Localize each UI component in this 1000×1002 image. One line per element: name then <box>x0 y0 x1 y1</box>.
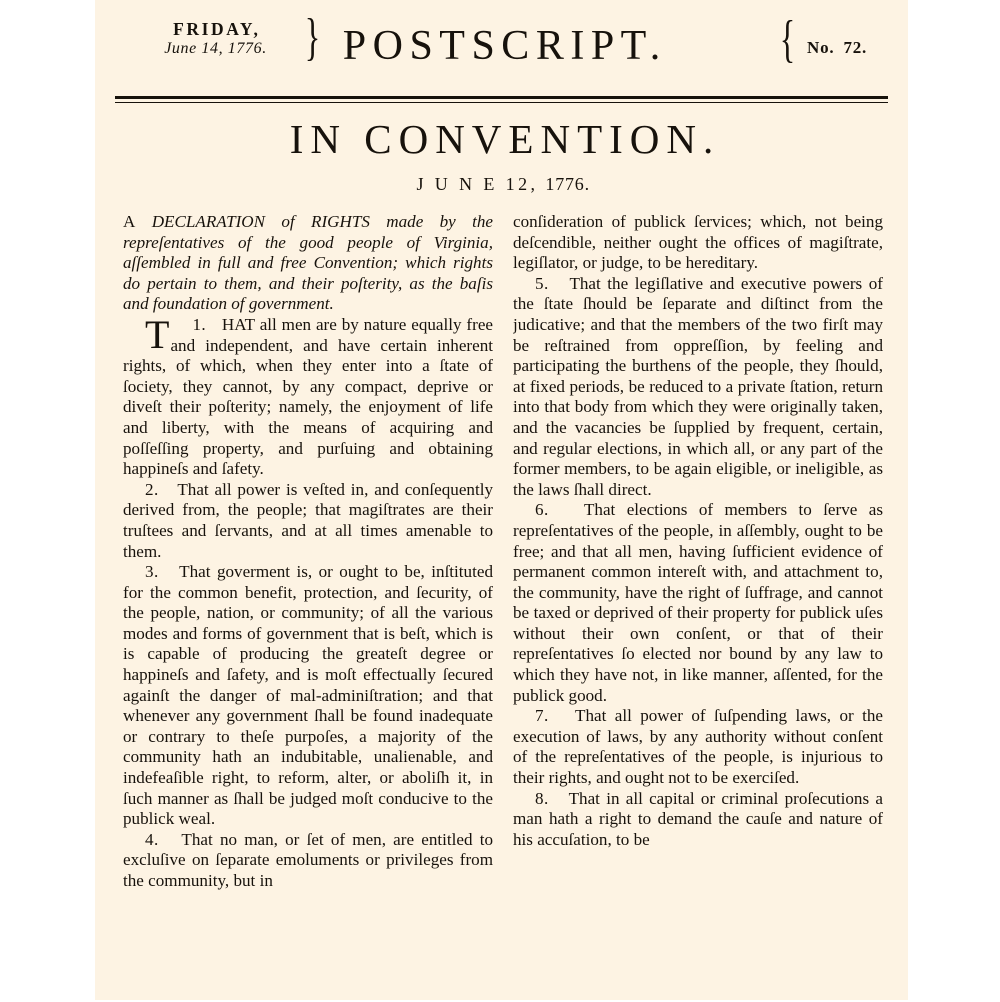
column-right <box>513 212 883 1002</box>
article-7-text: That all power of ſuſpending laws, or the execution of laws, by any authority without conſent of the repreſentatives of the people, is injurious to their rights, and ought not to be exerciſed. <box>513 706 883 788</box>
column-left <box>123 212 493 1002</box>
issue-label: No. <box>807 38 835 57</box>
article-3-text: That goverment is, or ought to be, inſtituted for the common benefit, protection, and ſecurity, of the people, nation, or community; of all the various modes and forms of government that is beſt, which is is capable of producing the greateſt degree or happineſs and ſafety, and is moſt effectually ſecured againſt the danger of mal-adminiſtration; and that whenever any government ſhall be found inadequate or contrary to theſe purpoſes, a majority of the community hath an indubitable, unalienable, and indefeaſible right, to reform, alter, or aboliſh it, in ſuch manner as ſhall be judged moſt conducive to the publick weal. <box>123 562 493 829</box>
article-4 <box>123 830 493 892</box>
article-5-text: That the legiſlative and executive powers of the ſtate ſhould be ſeparate and diſtinct from the judicative; and that the members of the two firſt may be reſtrained from oppreſſion, by feeling and participating the burthens of the people, they ſhould, at fixed periods, be reduced to a private ſtation, return into that body from which they were originally taken, and the vacancies be ſupplied by frequent, certain, and regular elections, in which all, or any part of the former members, to be again eligible, or ineligible, as the laws ſhall direct. <box>513 273 883 499</box>
subtitle-month: J U N E 12, <box>416 174 539 194</box>
article-8 <box>513 789 883 851</box>
intro-paragraph <box>123 212 493 315</box>
article-1-number: 1. <box>192 314 207 334</box>
article-2 <box>123 480 493 562</box>
article-8-text: That in all capital or criminal proſecutions a man hath a right to demand the cauſe and nature of his accuſation, to be <box>513 788 883 849</box>
brace-right-icon: { <box>779 11 796 68</box>
article-8-number: 8. <box>535 788 549 808</box>
article-6 <box>513 500 883 706</box>
article-6-number: 6. <box>535 500 549 520</box>
rule-thick <box>115 96 888 99</box>
masthead-day: FRIDAY, <box>173 19 261 39</box>
article-4-continued: conſideration of publick ſervices; which, not being deſcendible, neither ought the offices of magiſtrate, legiſlator, or judge, to be hereditary. <box>513 212 883 273</box>
article-6-text: That elections of members to ſerve as repreſentatives of the people, in aſſembly, ought to be free; and that all men, having ſufficient evidence of permanent common intereſt with, and attachment to, the community, have the right of ſuffrage, and cannot be taxed or deprived of their property for publick uſes without their own conſent, or that of their repreſentatives ſo elected nor bound by any law to which they have not, in like manner, aſſented, for the publick good. <box>513 500 883 705</box>
article-5 <box>513 274 883 501</box>
article-2-number: 2. <box>145 479 159 499</box>
masthead <box>95 0 908 92</box>
article-1 <box>123 311 493 480</box>
article-5-number: 5. <box>535 273 549 293</box>
intro-lead-letter: A <box>123 212 136 231</box>
rule-thin <box>115 102 888 103</box>
page-subtitle <box>95 174 908 195</box>
issue-number <box>807 38 867 58</box>
article-1-dropcap: T <box>145 311 170 357</box>
masthead-title: POSTSCRIPT. <box>342 23 667 69</box>
article-7 <box>513 706 883 788</box>
article-columns <box>123 212 883 1002</box>
article-4-number: 4. <box>145 829 159 849</box>
article-3-number: 3. <box>145 562 159 582</box>
divider-rules <box>115 92 888 103</box>
article-3 <box>123 562 493 830</box>
article-4-text-part1: That no man, or ſet of men, are entitled to excluſive on ſeparate emoluments or privileges from the community, but in <box>123 829 493 890</box>
brace-left-icon: } <box>304 9 321 66</box>
article-2-text: That all power is veſted in, and conſequently derived from, the people; that magiſtrates are their truſtees and ſervants, and at all times amenable to them. <box>123 479 493 561</box>
article-7-number: 7. <box>535 706 549 726</box>
newspaper-page <box>95 0 908 1000</box>
intro-text: DECLARATION of RIGHTS made by the repreſentatives of the good people of Virginia, aſſembled in full and free Convention; which rights do pertain to them, and their poſterity, as the baſis and foundation of government. <box>123 212 493 314</box>
subtitle-year: 1776. <box>545 174 590 194</box>
article-1-text: HAT all men are by nature equally free and independent, and have certain inherent rights, of which, when they enter into a ſtate of ſociety, they cannot, by any compact, deprive or diveſt their poſterity; namely, the enjoyment of life and liberty, with the means of acquiring and poſſeſſing property, and purſuing and obtaining happineſs and ſafety. <box>123 314 493 479</box>
masthead-date: June 14, 1776. <box>164 39 267 57</box>
issue-value: 72. <box>843 38 868 57</box>
page-title: IN CONVENTION. <box>289 116 721 162</box>
